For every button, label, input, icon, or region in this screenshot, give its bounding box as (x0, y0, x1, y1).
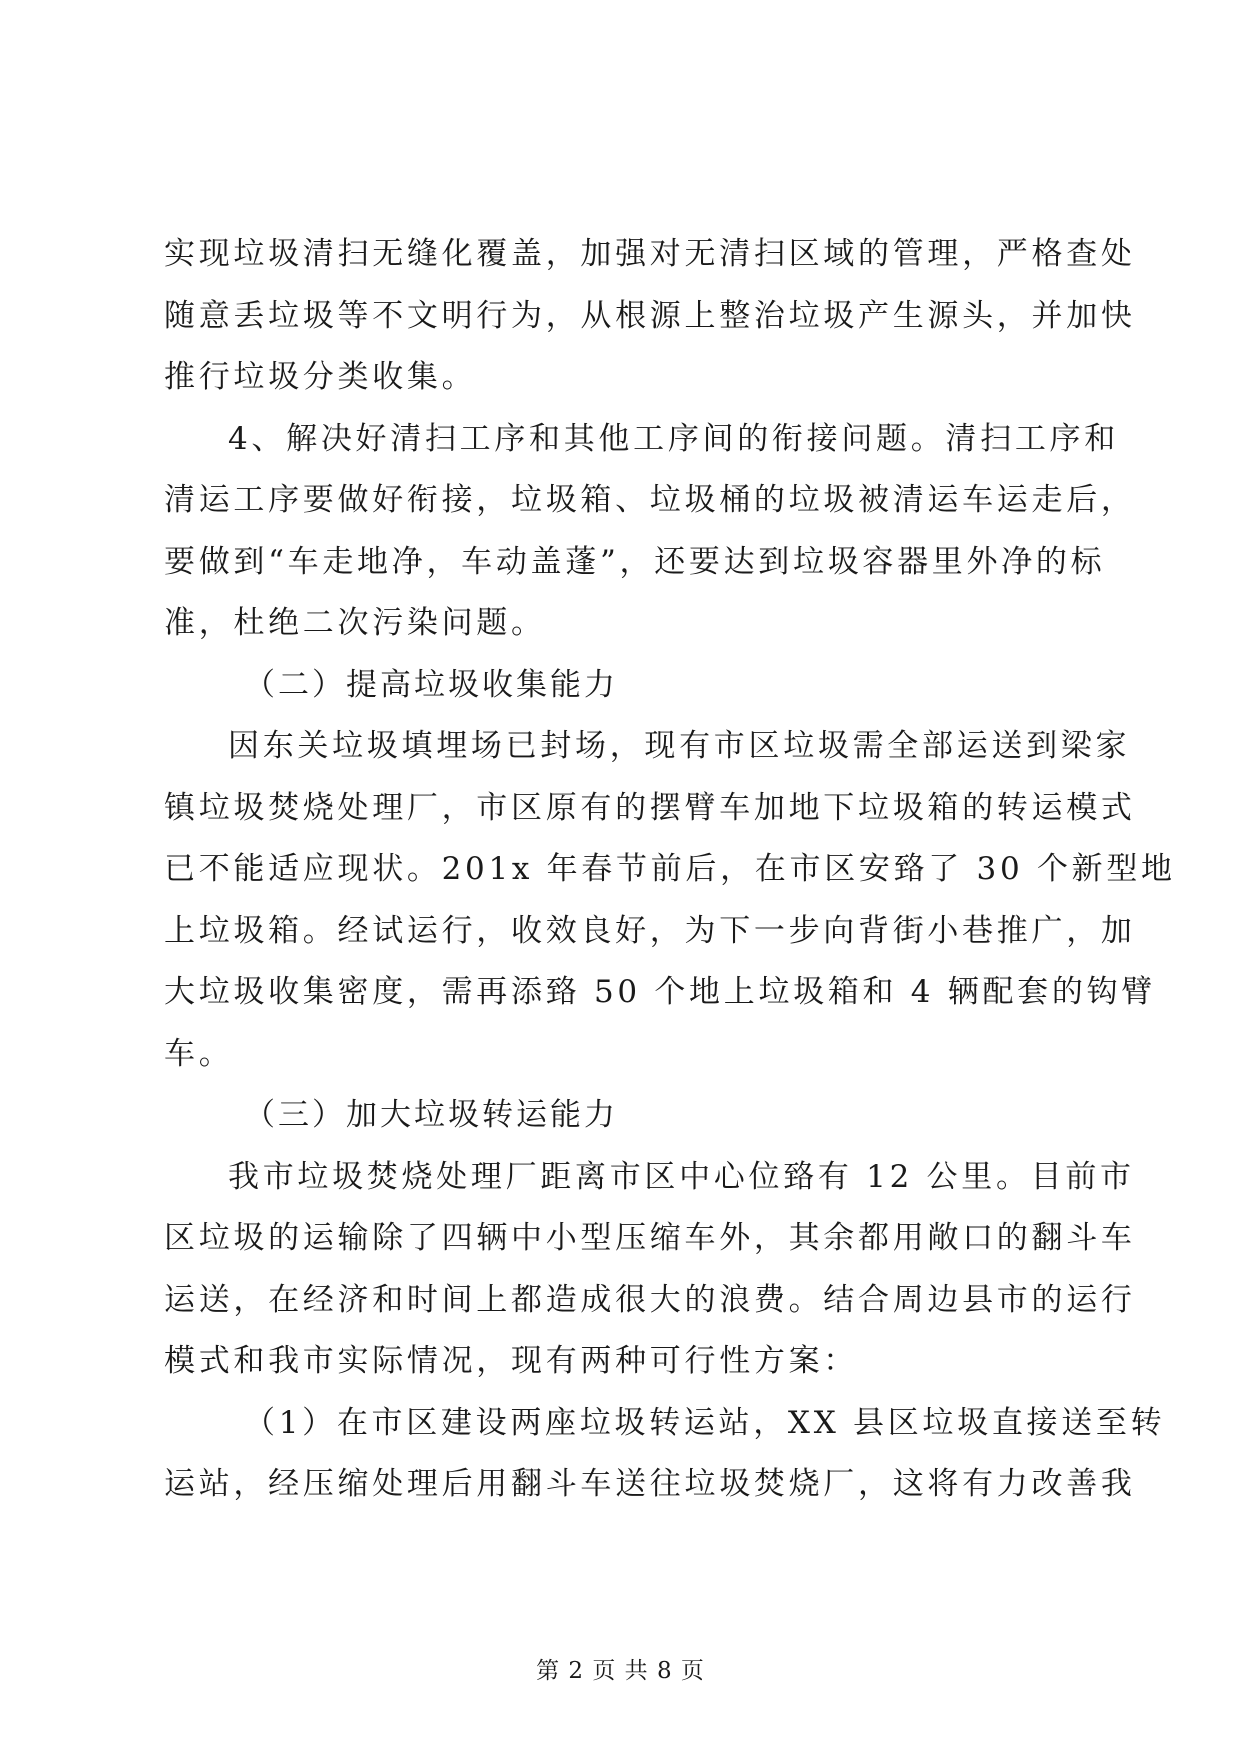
text-line: 实现垃圾清扫无缝化覆盖，加强对无清扫区域的管理，严格查处 (164, 236, 1136, 272)
paragraph-start-line: 4、解决好清扫工序和其他工序间的衔接问题。清扫工序和 (228, 420, 1119, 457)
document-body (164, 224, 1176, 1516)
section-heading: （二）提高垃圾收集能力 (244, 666, 618, 703)
text-line: 上垃圾箱。经试运行，收效良好，为下一步向背街小巷推广，加 (164, 912, 1136, 949)
text-line: 模式和我市实际情况，现有两种可行性方案： (164, 1343, 858, 1379)
section-heading: （三）加大垃圾转运能力 (244, 1097, 618, 1133)
text-line: 大垃圾收集密度，需再添臵 50 个地上垃圾箱和 4 辆配套的钩臂 (164, 974, 1156, 1010)
text-line: 镇垃圾焚烧处理厂，市区原有的摆臂车加地下垃圾箱的转运模式 (164, 789, 1136, 826)
text-line: 区垃圾的运输除了四辆中小型压缩车外，其余都用敞口的翻斗车 (164, 1220, 1136, 1256)
text-line: 推行垃圾分类收集。 (164, 359, 477, 395)
list-item-line: （1）在市区建设两座垃圾转运站，XX 县区垃圾直接送至转 (244, 1404, 1166, 1441)
page-number-footer: 第 2 页 共 8 页 (536, 1658, 705, 1684)
text-line: 已不能适应现状。201x 年春节前后，在市区安臵了 30 个新型地 (164, 851, 1176, 887)
text-line: 要做到“车走地净，车动盖蓬”，还要达到垃圾容器里外净的标 (164, 543, 1106, 580)
paragraph-start-line: 我市垃圾焚烧处理厂距离市区中心位臵有 12 公里。目前市 (228, 1158, 1135, 1195)
text-line: 随意丢垃圾等不文明行为，从根源上整治垃圾产生源头，并加快 (164, 297, 1136, 334)
text-line: 准，杜绝二次污染问题。 (164, 605, 546, 641)
paragraph-start-line: 因东关垃圾填埋场已封场，现有市区垃圾需全部运送到梁家 (228, 728, 1131, 764)
text-line: 运站，经压缩处理后用翻斗车送往垃圾焚烧厂，这将有力改善我 (164, 1466, 1136, 1502)
text-line: 清运工序要做好衔接，垃圾箱、垃圾桶的垃圾被清运车运走后， (164, 482, 1136, 518)
text-line: 车。 (164, 1035, 234, 1072)
text-line: 运送，在经济和时间上都造成很大的浪费。结合周边县市的运行 (164, 1281, 1136, 1318)
